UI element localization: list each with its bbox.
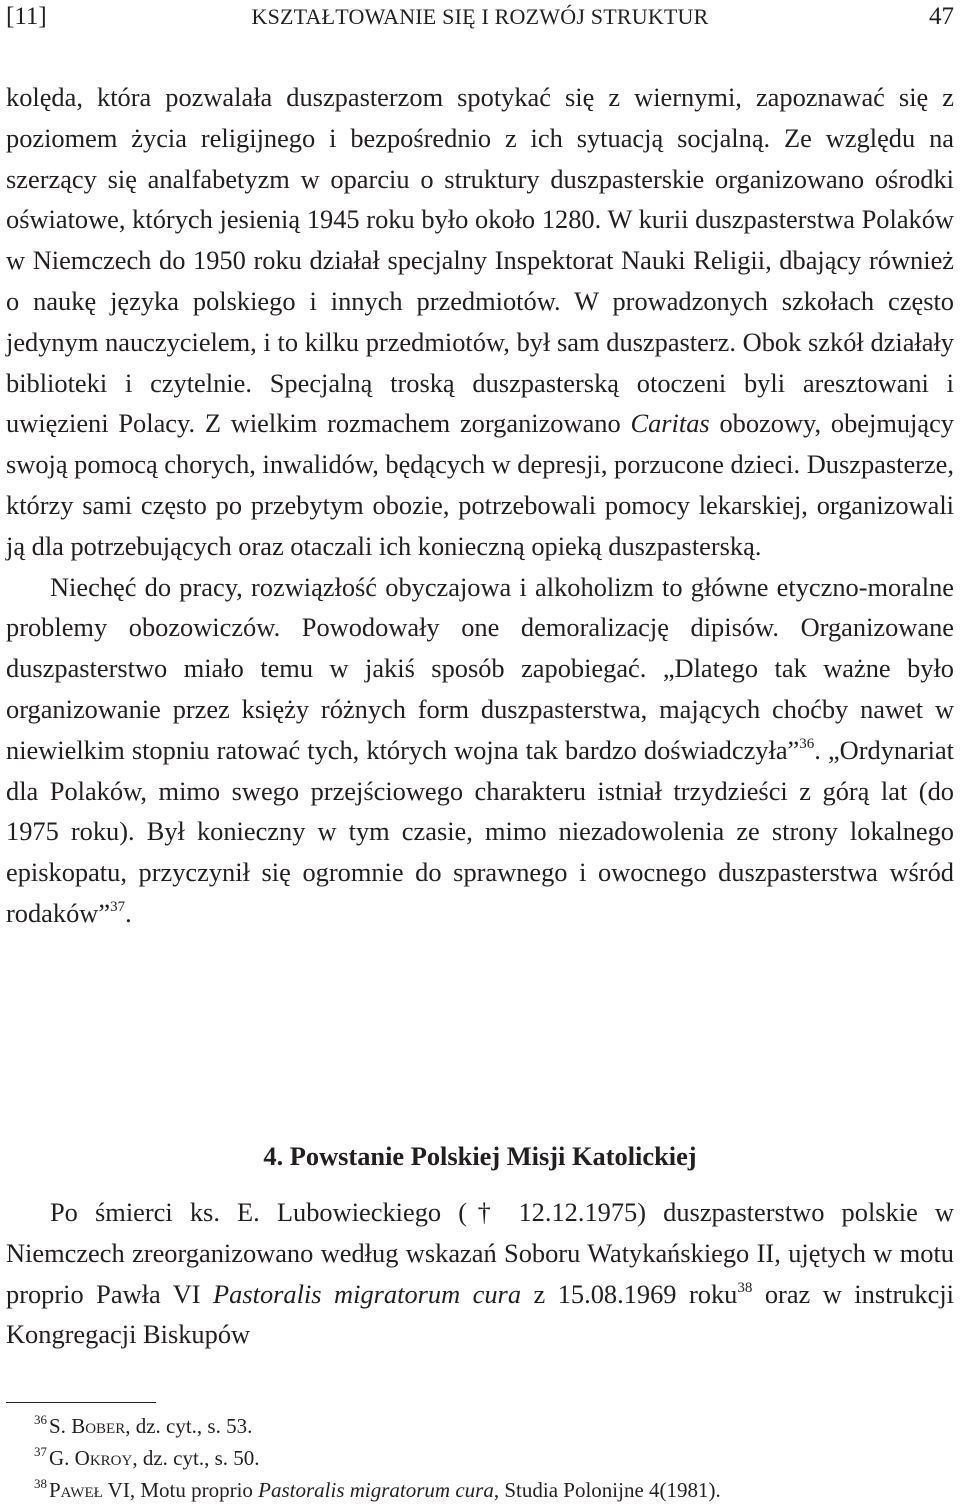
footnote-37: [34, 1442, 954, 1474]
running-head: [6, 0, 954, 34]
paragraph-3-text-a: Po śmierci ks. E. Lubowieckiego († 12.12.1975) duszpasterstwo polskie w Niemczech zreorganizowano według wskazań Soboru Watykańskiego II, ujętych w motu proprio Pawła VI: [6, 1197, 954, 1309]
paragraph-2-text-c: .: [125, 897, 132, 928]
paragraph-3: [6, 1192, 954, 1355]
footnote-author: Paweł: [49, 1478, 103, 1502]
paragraph-1: [6, 77, 954, 567]
footnotes: [34, 1410, 954, 1506]
footnote-initial: S.: [49, 1414, 72, 1438]
footnote-separator: [6, 1402, 156, 1403]
paragraph-1-text-a: kolęda, która pozwalała duszpasterzom spotykać się z wiernymi, zapoznawać się z poziomem życia religijnego i bezpośrednio z ich sytuacją socjalną. Ze względu na szerzący się analfabetyzm w oparciu o struktury duszpasterskie organizowano ośrodki oświatowe, których jesienią 1945 roku było około 1280. W kurii duszpasterstwa Polaków w Niemczech do 1950 roku działał specjalny Inspektorat Nauki Religii, dbający również o naukę języka polskiego i innych przedmiotów. W prowadzonych szkołach często jedynym nauczycielem, i to kilku przedmiotów, był sam duszpasterz. Obok szkół działały biblioteki i czytelnie. Specjalną troską duszpasterską otoczeni byli aresztowani i uwięzieni Polacy. Z wielkim rozmachem zorganizowano: [6, 82, 954, 439]
main-text: [6, 77, 954, 934]
footnote-initial: G.: [49, 1446, 75, 1470]
paragraph-2-text-b: . „Ordynariat dla Polaków, mimo swego przejściowego charakteru istniał trzydzieści z górą lat (do 1975 roku). Był konieczny w tym czasie, mimo niezadowolenia ze strony lokalnego episkopatu, przyczynił się ogromnie do sprawnego i owocnego duszpasterstwa wśród rodaków”: [6, 734, 954, 928]
paragraph-1-text-b: obozowy, obejmujący swoją pomocą chorych, inwalidów, będących w depresji, porzucone dzieci. Duszpasterze, którzy sami często po przebytym obozie, potrzebowali pomocy lekarskiej, organizowali ją dla potrzebujących oraz otaczali ich konieczną opieką duszpasterską.: [6, 408, 954, 561]
footnote-38: [34, 1474, 954, 1506]
footnote-number: 37: [34, 1444, 47, 1459]
footnote-citation: , dz. cyt., s. 50.: [132, 1446, 260, 1470]
page-number: 47: [929, 3, 954, 30]
document-title-italic: Pastoralis migratorum cura: [213, 1278, 522, 1309]
footnote-ref-38[interactable]: 38: [737, 1279, 753, 1296]
footnote-36: [34, 1410, 954, 1442]
running-title: KSZTAŁTOWANIE SIĘ I ROZWÓJ STRUKTUR: [251, 4, 709, 29]
paragraph-3-text-b: z 15.08.1969 roku: [521, 1278, 738, 1309]
section-marker: [11]: [6, 3, 47, 30]
footnote-citation: , dz. cyt., s. 53.: [125, 1414, 253, 1438]
footnote-author: Bober: [71, 1414, 126, 1438]
footnote-title-italic: Pastoralis migratorum cura: [258, 1478, 494, 1502]
section-heading: 4. Powstanie Polskiej Misji Katolickiej: [263, 1141, 697, 1171]
paragraph-3-text-c: oraz w instrukcji Kongregacji Biskupów: [6, 1278, 954, 1350]
footnote-ref-37[interactable]: 37: [110, 898, 126, 915]
caritas-italic: Caritas: [630, 408, 710, 439]
paragraph-2-text-a: Niechęć do pracy, rozwiązłość obyczajowa i alkoholizm to główne etyczno-moralne problemy obozowiczów. Powodowały one demoralizację dipisów. Organizowane duszpasterstwo miało temu w jakiś sposób zapobiegać. „Dlatego tak ważne było organizowanie przez księży różnych form duszpasterstwa, mających choćby nawet w niewielkim stopniu ratować tych, których wojna tak bardzo doświadczyła”: [6, 571, 954, 765]
footnote-citation: , Studia Polonijne 4(1981).: [493, 1478, 721, 1502]
footnote-author: Okroy: [74, 1446, 133, 1470]
section-text: [6, 1192, 954, 1355]
footnote-middle: VI, Motu proprio: [102, 1478, 259, 1502]
paragraph-2: [6, 567, 954, 934]
footnote-number: 36: [34, 1412, 47, 1427]
footnote-number: 38: [34, 1476, 47, 1491]
footnote-ref-36[interactable]: 36: [799, 735, 815, 752]
